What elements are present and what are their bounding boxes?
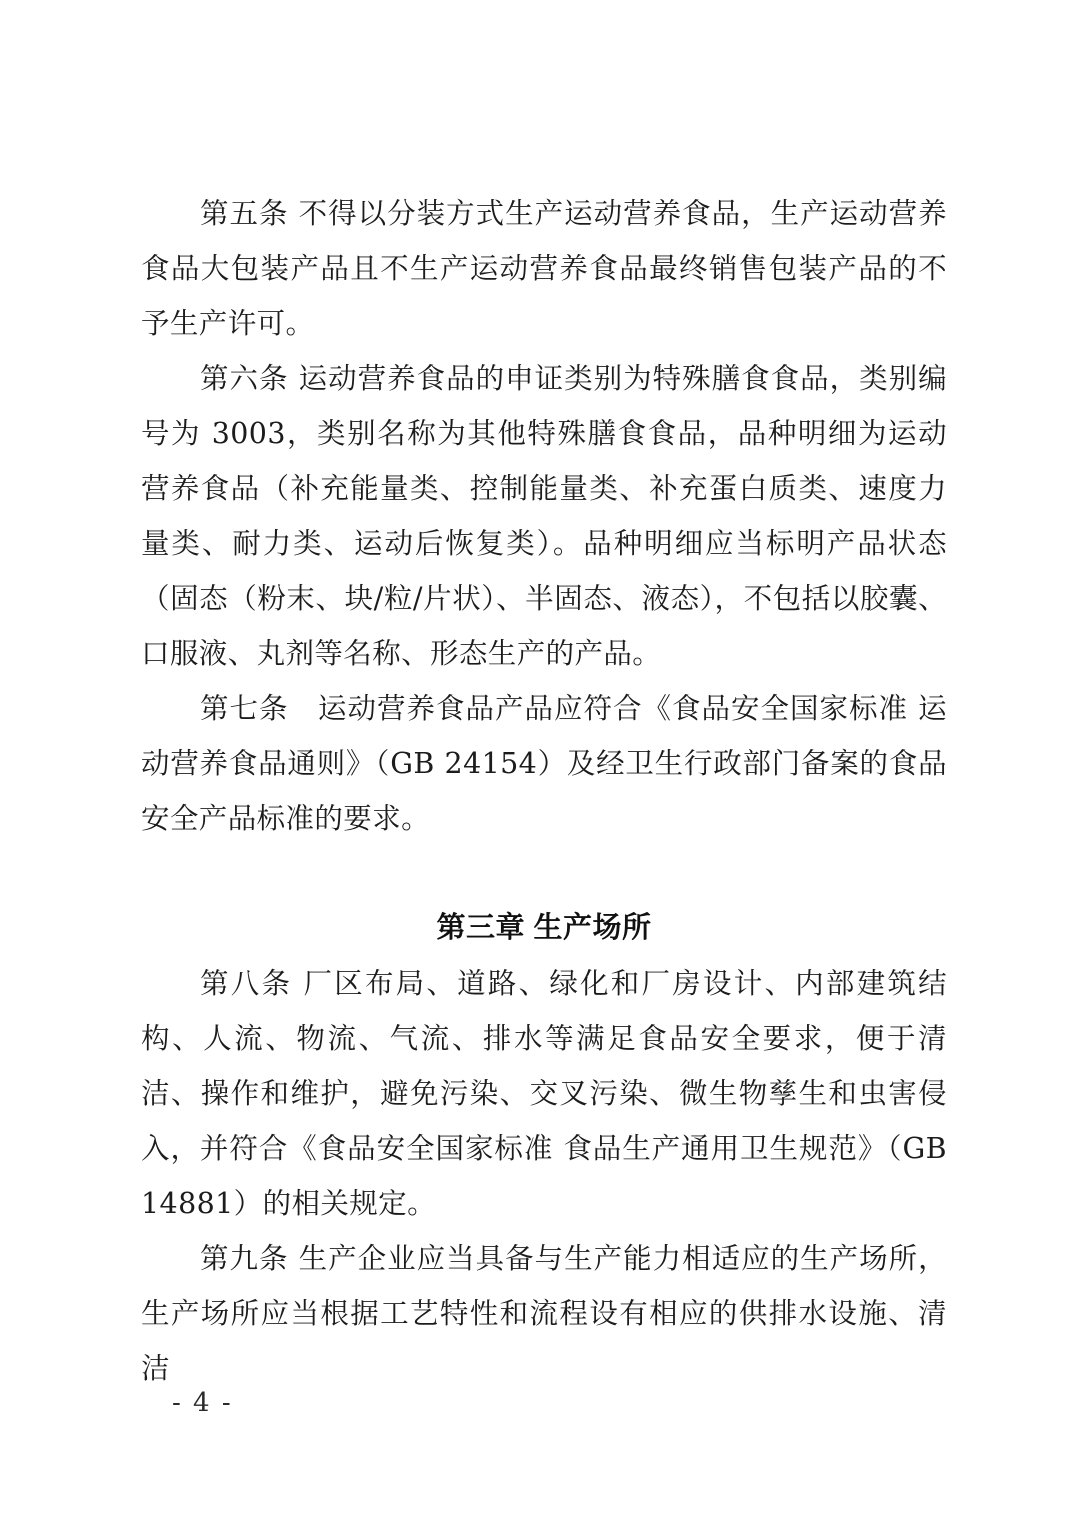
article-5-paragraph: 第五条 不得以分装方式生产运动营养食品，生产运动营养食品大包装产品且不生产运动营养食品最终销售包装产品的不予生产许可。: [141, 197, 947, 340]
article-8-paragraph: 第八条 厂区布局、道路、绿化和厂房设计、内部建筑结构、人流、物流、气流、排水等满足食品安全要求，便于清洁、操作和维护，避免污染、交叉污染、微生物孳生和虫害侵入，并符合《食品安全国家标准 食品生产通用卫生规范》（GB 14881）的相关规定。: [141, 967, 947, 1220]
page-number-footer: - 4 -: [172, 1388, 233, 1418]
article-6-paragraph: 第六条 运动营养食品的申证类别为特殊膳食食品，类别编号为 3003，类别名称为其他特殊膳食食品，品种明细为运动营养食品（补充能量类、控制能量类、补充蛋白质类、速度力量类、耐力类、运动后恢复类）。品种明细应当标明产品状态（固态（粉末、块/粒/片状）、半固态、液态），不包括以胶囊、口服液、丸剂等名称、形态生产的产品。: [141, 362, 947, 670]
document-body: [141, 186, 947, 1396]
article-9-paragraph: 第九条 生产企业应当具备与生产能力相适应的生产场所，生产场所应当根据工艺特性和流程设有相应的供排水设施、清洁: [141, 1242, 947, 1385]
chapter-3-heading: 第三章 生产场所: [436, 912, 652, 944]
article-7-paragraph: 第七条 运动营养食品产品应符合《食品安全国家标准 运动营养食品通则》（GB 24154）及经卫生行政部门备案的食品安全产品标准的要求。: [141, 692, 947, 835]
heading-top-spacer: [141, 846, 947, 901]
